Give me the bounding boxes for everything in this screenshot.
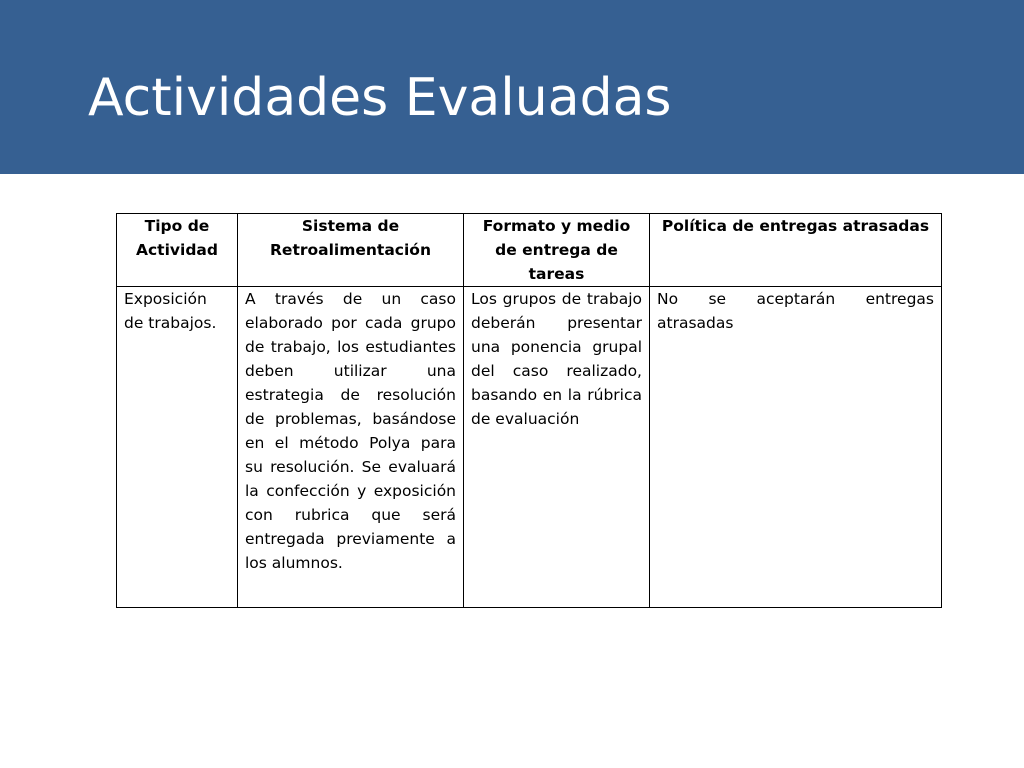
slide-title: Actividades Evaluadas bbox=[88, 68, 672, 128]
header-formato-entrega: Formato y medio de entrega de tareas bbox=[464, 214, 650, 287]
activities-table bbox=[116, 213, 942, 608]
table-header-row bbox=[117, 214, 942, 287]
table-row bbox=[117, 287, 942, 608]
header-politica-entregas: Política de entregas atrasadas bbox=[650, 214, 942, 287]
cell-politica-entregas: No se aceptarán entregas atrasadas bbox=[650, 287, 942, 608]
cell-tipo-actividad: Exposición de trabajos. bbox=[117, 287, 238, 608]
cell-formato-entrega: Los grupos de trabajo deberán presentar una ponencia grupal del caso realizado, basando en la rúbrica de evaluación bbox=[464, 287, 650, 608]
header-tipo-actividad: Tipo de Actividad bbox=[117, 214, 238, 287]
title-band bbox=[0, 0, 1024, 174]
header-sistema-retroalimentacion: Sistema de Retroalimentación bbox=[238, 214, 464, 287]
cell-sistema-retroalimentacion: A través de un caso elaborado por cada grupo de trabajo, los estudiantes deben utilizar una estrategia de resolución de problemas, basándose en el método Polya para su resolución. Se evaluará la confección y exposición con rubrica que será entregada previamente a los alumnos. bbox=[238, 287, 464, 608]
